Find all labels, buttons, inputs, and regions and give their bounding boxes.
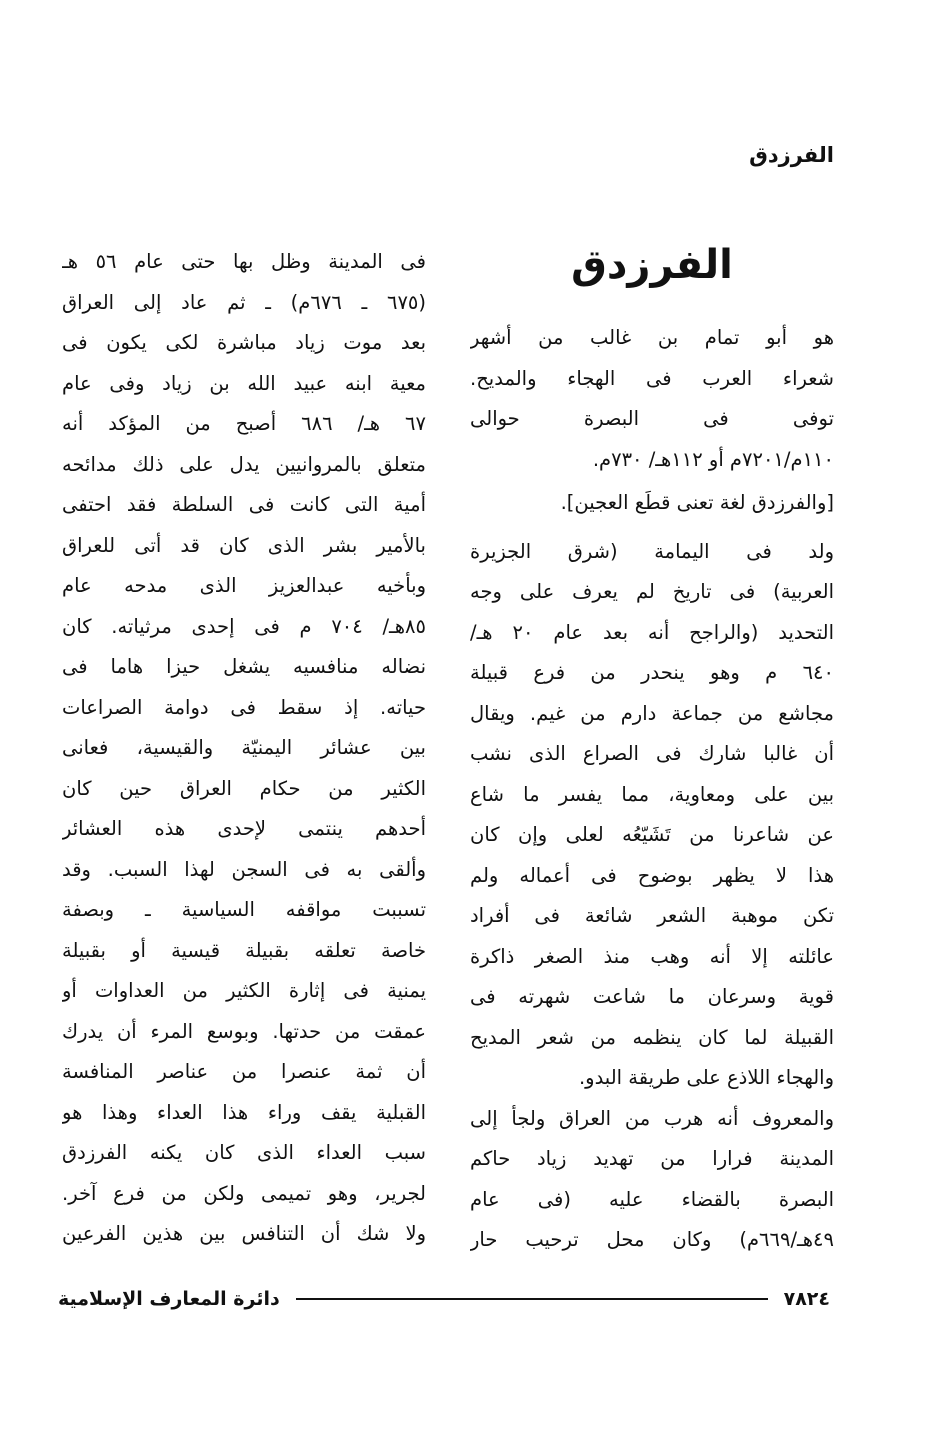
page-number: ٧٨٢٤ <box>783 1288 830 1310</box>
text-line: ١١٠م/٧٢٠١م أو ١١٢هـ/ ٧٣٠م. <box>592 447 834 471</box>
text-line: التحديد (والراجح أنه بعد عام ٢٠ هـ/ <box>470 620 834 644</box>
text-line: ٦٤٠ م وهو ينحدر من فرع قبيلة <box>470 661 834 684</box>
text-line: أن غالبا شارك فى الصراع الذى نشب <box>470 742 834 765</box>
text-line: والمعروف أنه هرب من العراق ولجأ إلى <box>470 1106 834 1130</box>
text-line: بين عشائر اليمنيّة والقيسية، فعانى <box>62 736 426 759</box>
body-paragraph-right <box>470 532 834 1261</box>
text-line: [والفرزدق لغة تعنى قطَع العجين]. <box>560 491 834 514</box>
text-line: الكثير من حكام العراق حين كان <box>62 776 426 800</box>
text-line: توفى فى البصرة حوالى <box>470 407 834 430</box>
running-header-title: الفرزدق <box>749 143 834 167</box>
text-line: أن ثمة عنصرا من عناصر المنافسة <box>62 1060 426 1083</box>
text-line: البصرة بالقضاء عليه (فى عام <box>470 1187 834 1211</box>
text-line: (٦٧٥ ـ ٦٧٦م) ـ ثم عاد إلى العراق <box>62 290 426 314</box>
text-line: ولا شك أن التنافس بين هذين الفرعين <box>62 1222 426 1245</box>
text-line: أمية التى كانت فى السلطة فقد احتفى <box>62 493 426 516</box>
text-line: وألقى به فى السجن لهذا السبب. وقد <box>62 857 426 881</box>
text-line: ٨٥هـ/ ٧٠٤ م فى إحدى مرثياته. كان <box>62 614 426 638</box>
series-title: دائرة المعارف الإسلامية <box>58 1288 280 1310</box>
text-line: والهجاء اللاذع على طريقة البدو. <box>578 1066 834 1089</box>
text-line: قوية وسرعان ما شاعت شهرته فى <box>470 985 834 1008</box>
footer-rule <box>296 1298 768 1300</box>
text-line: متعلق بالمروانيين يدل على ذلك مدائحه <box>62 452 426 476</box>
text-line: ٦٧ هـ/ ٦٨٦ أصبح من المؤكد أنه <box>62 412 426 435</box>
text-line: تكن موهبة الشعر شائعة فى أفراد <box>470 904 834 927</box>
text-line: خاصة تعلقه بقبيلة قيسية أو بقبيلة <box>62 938 426 962</box>
text-line: بالأمير بشر الذى كان قد أتى للعراق <box>62 533 426 557</box>
text-line: معية ابنه عبيد الله بن زياد وفى عام <box>62 371 426 395</box>
text-line: أحدهم ينتمى لإحدى هذه العشائر <box>62 817 426 840</box>
text-line: المدينة فرارا من تهديد زياد حاكم <box>470 1147 834 1170</box>
text-line: تسببت مواقفه السياسية ـ وبصفة <box>62 898 426 921</box>
text-line: عن شاعرنا من تَشَيّعُه لعلى وإن كان <box>470 823 834 846</box>
article-title: الفرزدق <box>571 242 733 288</box>
text-line: شعراء العرب فى الهجاء والمديح. <box>470 366 834 390</box>
text-line: القبيلة لما كان ينظمه من شعر المديح <box>470 1025 834 1049</box>
text-line: القبلية يقف وراء هذا العداء وهذا هو <box>62 1100 426 1124</box>
text-line: نضاله منافسيه يشغل حيزا هاما فى <box>62 655 426 678</box>
text-line: عمقت من حدتها. وبوسع المرء أن يدرك <box>62 1019 426 1043</box>
text-line: العربية) فى تاريخ لم يعرف على وجه <box>470 580 834 603</box>
body-paragraph-left <box>62 242 426 1255</box>
page-footer <box>58 1284 830 1314</box>
text-line: هو أبو تمام بن غالب من أشهر <box>470 326 834 349</box>
text-line: هذا لا يظهر بوضوح فى أعماله ولم <box>470 863 834 887</box>
text-line: بين على ومعاوية، مما يفسر ما شاع <box>470 782 834 806</box>
text-line: ٤٩هـ/٦٦٩م) وكان محل ترحيب حار <box>470 1228 834 1251</box>
text-line: لجرير، وهو تميمى ولكن من فرع آخر. <box>62 1181 426 1205</box>
text-line: عائلته إلا أنه وهب منذ الصغر ذاكرة <box>470 944 834 968</box>
text-line: مجاشع من جماعة دارم من غيم. ويقال <box>470 701 834 725</box>
text-line: ولد فى اليمامة (شرق الجزيرة <box>470 539 834 563</box>
etymology-note <box>470 483 834 524</box>
text-line: فى المدينة وظل بها حتى عام ٥٦ هـ <box>62 250 426 273</box>
text-line: بعد موت زياد مباشرة لكى يكون فى <box>62 331 426 354</box>
right-column <box>470 232 834 1261</box>
text-line: سبب العداء الذى كان يكنه الفرزدق <box>62 1141 426 1164</box>
text-line: يمنية فى إثارة الكثير من العداوات أو <box>62 979 426 1002</box>
left-column <box>62 242 426 1255</box>
text-line: حياته. إذ سقط فى دوامة الصراعات <box>62 695 426 719</box>
intro-paragraph <box>470 318 834 480</box>
text-line: وبأخيه عبدالعزيز الذى مدحه عام <box>62 574 426 597</box>
